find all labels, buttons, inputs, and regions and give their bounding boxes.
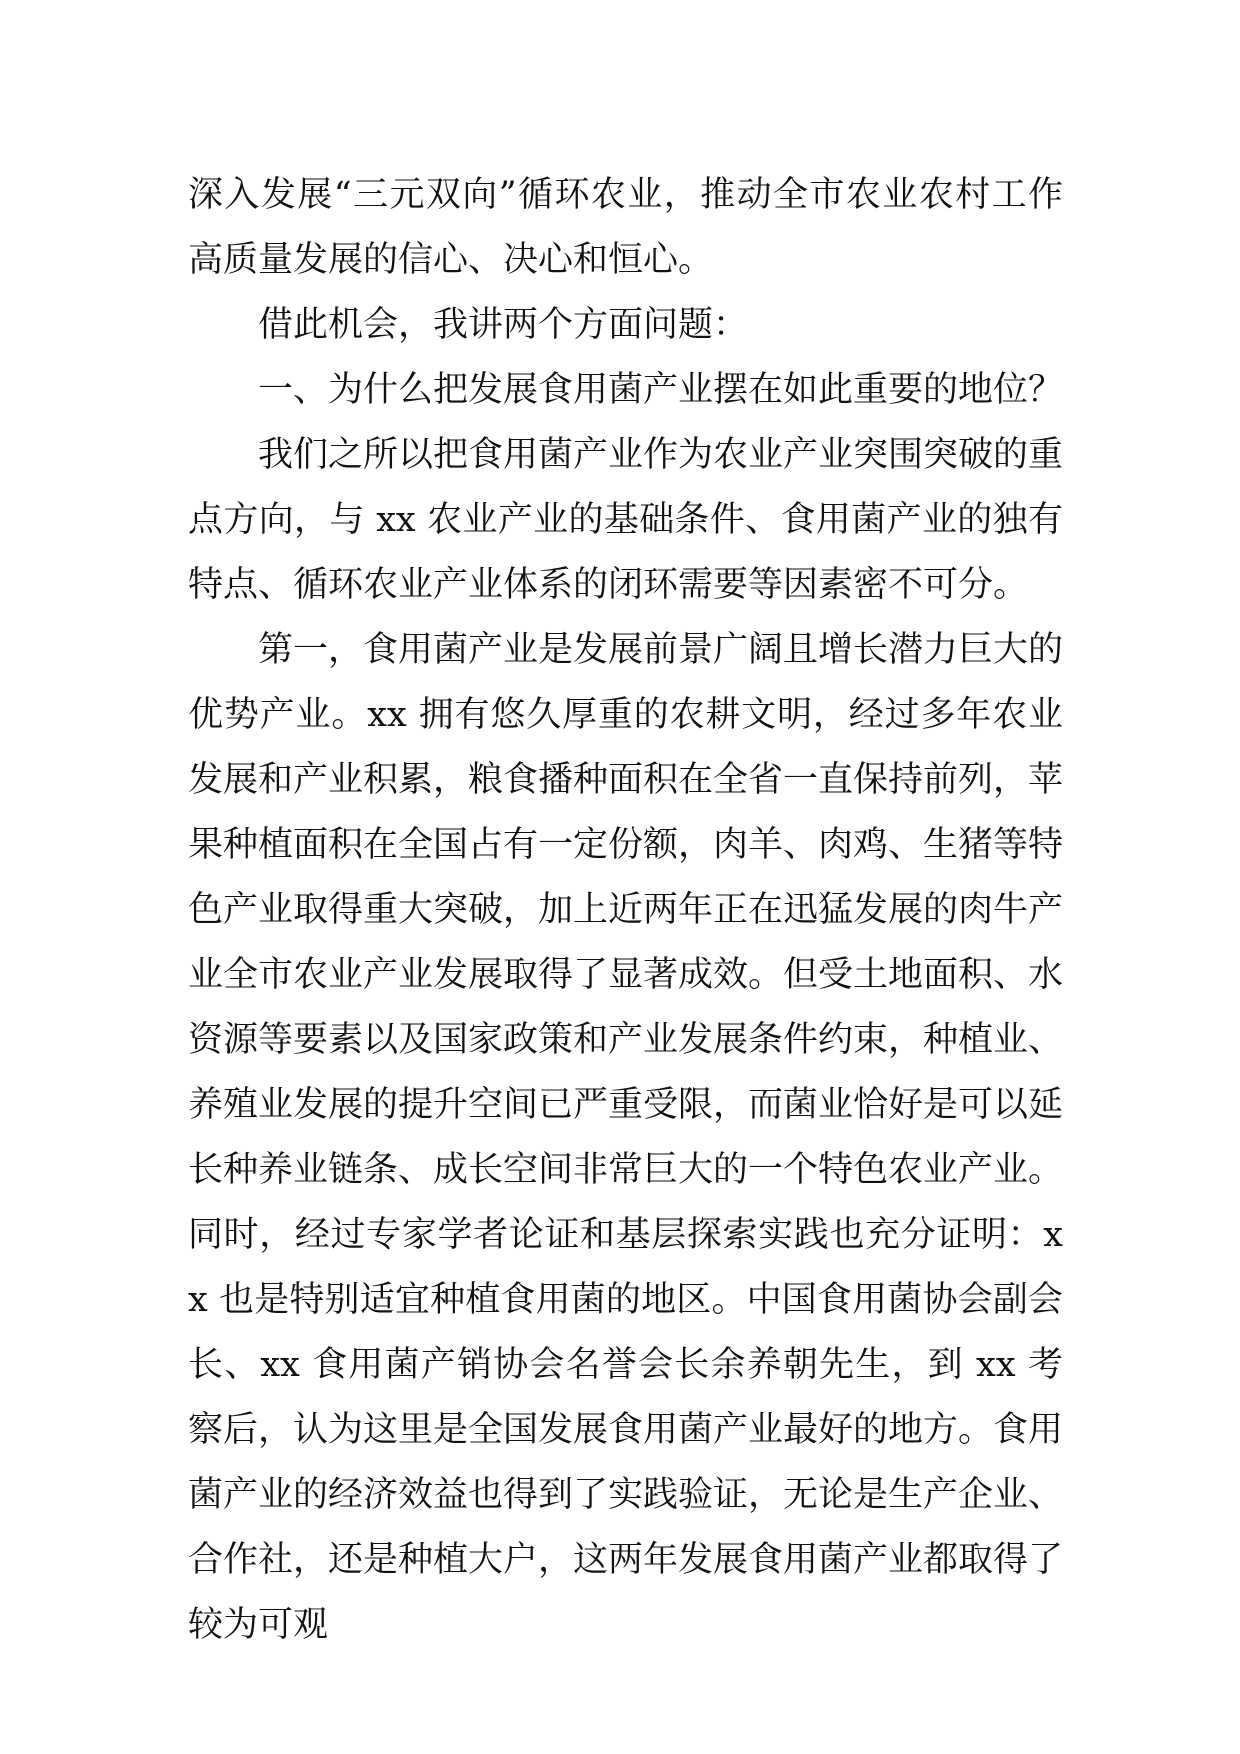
paragraph-1: 深入发展“三元双向”循环农业，推动全市农业农村工作高质量发展的信心、决心和恒心。 bbox=[188, 175, 1063, 280]
section-heading-1: 一、为什么把发展食用菌产业摆在如此重要的地位？ bbox=[258, 370, 1064, 410]
paragraph-4: 第一，食用菌产业是发展前景广阔且增长潜力巨大的优势产业。xx 拥有悠久厚重的农耕文明，经过多年农业发展和产业积累，粮食播种面积在全省一直保持前列，苹果种植面积在全国占有一定份额，肉羊、肉鸡、生猪等特色产业取得重大突破，加上近两年正在迅猛发展的肉牛产业全市农业产业发展取得了显著成效。但受土地面积、水资源等要素以及国家政策和产业发展条件约束，种植业、养殖业发展的提升空间已严重受限，而菌业恰好是可以延长种养业链条、成长空间非常巨大的一个特色农业产业。同时，经过专家学者论证和基层探索实践也充分证明：xx 也是特别适宜种植食用菌的地区。中国食用菌协会副会长、xx 食用菌产销协会名誉会长余养朝先生，到 xx 考察后，认为这里是全国发展食用菌产业最好的地方。食用菌产业的经济效益也得到了实践验证，无论是生产企业、合作社，还是种植大户，这两年发展食用菌产业都取得了较为可观 bbox=[188, 630, 1064, 1645]
document-body bbox=[188, 163, 1063, 1658]
paragraph-2: 借此机会，我讲两个方面问题： bbox=[258, 305, 749, 345]
paragraph-3: 我们之所以把食用菌产业作为农业产业突围突破的重点方向，与 xx 农业产业的基础条件、食用菌产业的独有特点、循环农业产业体系的闭环需要等因素密不可分。 bbox=[188, 435, 1064, 605]
